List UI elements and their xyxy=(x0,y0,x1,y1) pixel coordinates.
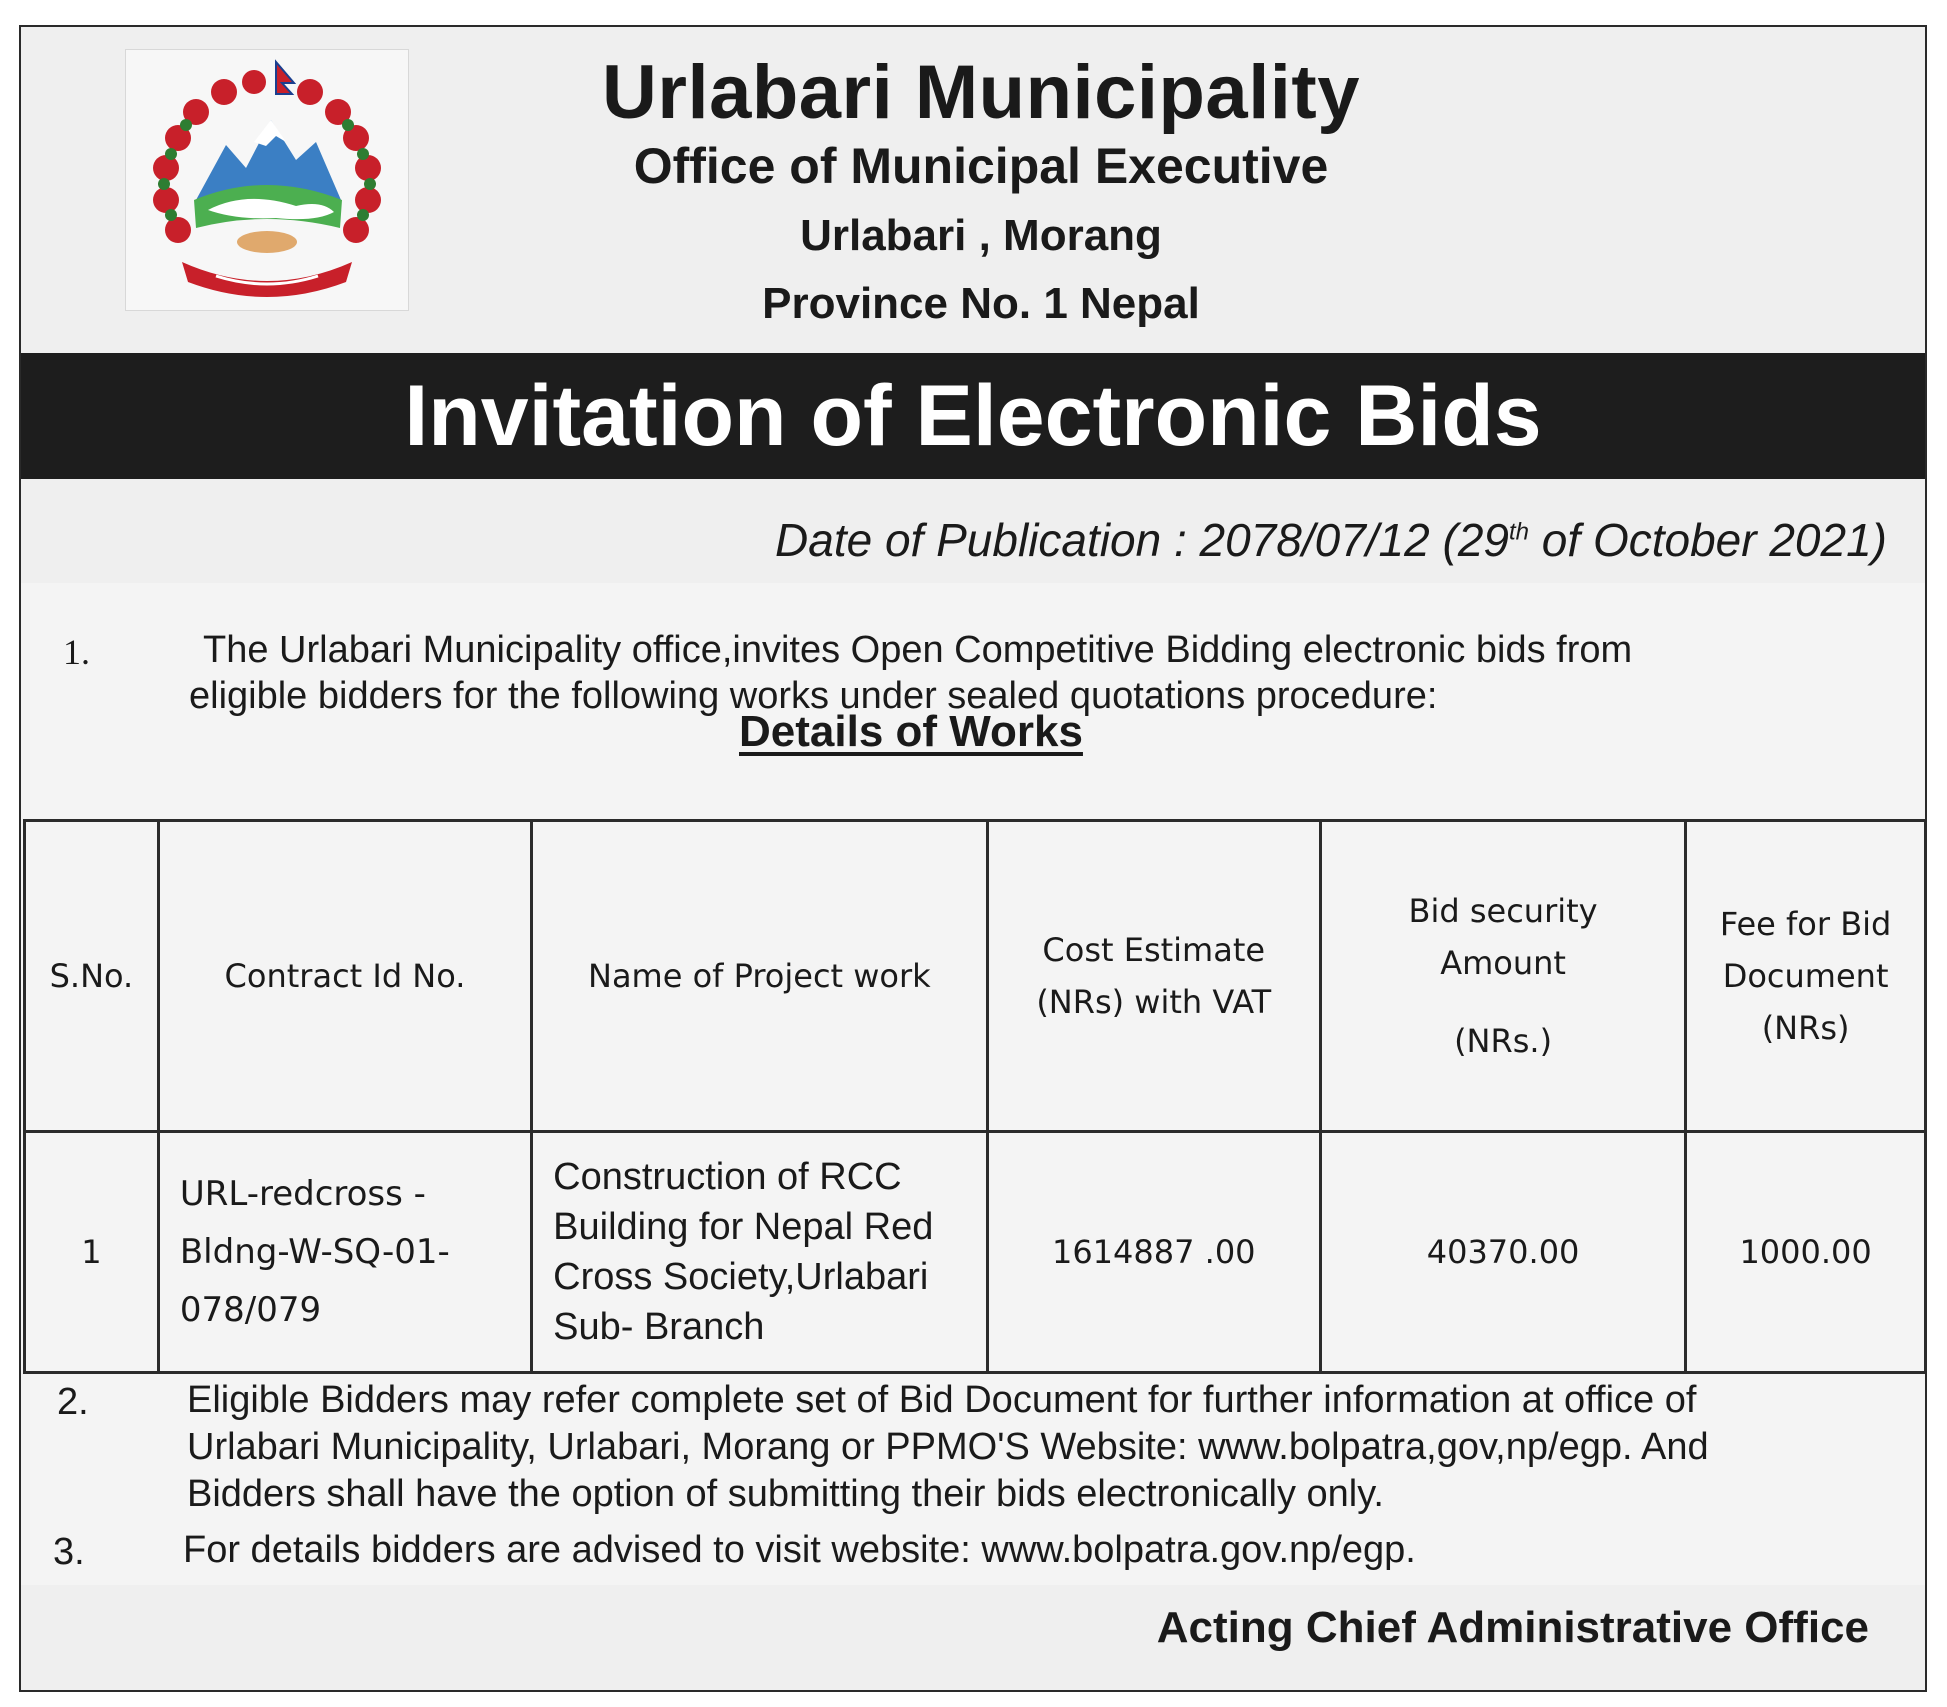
notice-header xyxy=(21,27,1925,353)
header-contract-id: Contract Id No. xyxy=(158,821,531,1132)
header-fee-line: Document xyxy=(1722,957,1889,995)
notice-title: Invitation of Electronic Bids xyxy=(21,353,1925,479)
cell-bid-security: 40370.00 xyxy=(1320,1132,1685,1373)
header-security-line: Amount xyxy=(1440,944,1566,982)
cell-contract-id xyxy=(158,1132,531,1373)
cell-cost-estimate: 1614887 .00 xyxy=(987,1132,1320,1373)
works-table xyxy=(23,819,1927,1374)
header-security-line: (NRs.) xyxy=(1454,1022,1553,1060)
header-security-line: Bid security xyxy=(1408,892,1598,930)
notice-frame xyxy=(19,25,1927,1692)
contract-id-line: 078/079 xyxy=(179,1290,322,1330)
office-location: Urlabari , Morang xyxy=(800,211,1162,260)
paragraph-3-number: 3. xyxy=(53,1531,85,1573)
signature-office: Acting Chief Administrative Office xyxy=(1156,1603,1869,1652)
header-fee-line: (NRs) xyxy=(1761,1009,1850,1047)
municipality-name: Urlabari Municipality xyxy=(602,50,1360,135)
cell-document-fee: 1000.00 xyxy=(1686,1132,1926,1373)
paragraph-1-line-2: eligible bidders for the following works under sealed quotations procedure: xyxy=(189,675,1438,717)
project-name-line: Cross Society,Urlabari xyxy=(553,1256,929,1298)
paragraph-1-number: 1. xyxy=(63,632,90,672)
paragraph-2-line-2: Urlabari Municipality, Urlabari, Morang or PPMO'S Website: www.bolpatra,gov,np/egp. And xyxy=(187,1426,1709,1468)
nepal-emblem-icon xyxy=(125,49,409,311)
cell-project-name xyxy=(532,1132,987,1373)
paragraph-2-line-3: Bidders shall have the option of submitting their bids electronically only. xyxy=(187,1473,1384,1515)
header-cost-line: Cost Estimate xyxy=(1042,931,1266,969)
project-name-line: Sub- Branch xyxy=(553,1306,765,1348)
header-sno: S.No. xyxy=(25,821,159,1132)
notice-body xyxy=(21,583,1925,1585)
header-document-fee xyxy=(1686,821,1926,1132)
header-bid-security xyxy=(1320,821,1685,1132)
paragraph-1-line-1: The Urlabari Municipality office,invites Open Competitive Bidding electronic bids from xyxy=(203,629,1633,671)
header-cost-line: (NRs) with VAT xyxy=(1036,983,1272,1021)
paragraph-1 xyxy=(189,627,1817,719)
project-name-line: Construction of RCC xyxy=(553,1156,902,1198)
publication-date-sup: th xyxy=(1509,518,1530,546)
header-cost-estimate xyxy=(987,821,1320,1132)
paragraph-3: For details bidders are advised to visit website: www.bolpatra.gov.np/egp. xyxy=(183,1529,1416,1571)
cell-sno: 1 xyxy=(25,1132,159,1373)
paragraph-2-line-1: Eligible Bidders may refer complete set of Bid Document for further information at office of xyxy=(187,1379,1697,1421)
office-name: Office of Municipal Executive xyxy=(633,138,1329,194)
publication-date xyxy=(775,513,1887,567)
publication-date-prefix: Date of Publication : 2078/07/12 (29 xyxy=(775,514,1509,566)
header-fee-line: Fee for Bid xyxy=(1719,905,1892,943)
office-province: Province No. 1 Nepal xyxy=(762,279,1200,328)
header-project-name: Name of Project work xyxy=(532,821,987,1132)
table-header-row xyxy=(25,821,1926,1132)
paragraph-2 xyxy=(187,1377,1807,1518)
works-title: Details of Works xyxy=(739,707,1083,756)
contract-id-line: Bldng-W-SQ-01- xyxy=(179,1232,450,1272)
project-name-line: Building for Nepal Red xyxy=(553,1206,934,1248)
publication-date-suffix: of October 2021) xyxy=(1529,514,1887,566)
paragraph-2-number: 2. xyxy=(57,1381,89,1423)
table-row xyxy=(25,1132,1926,1373)
contract-id-line: URL-redcross - xyxy=(179,1174,426,1214)
